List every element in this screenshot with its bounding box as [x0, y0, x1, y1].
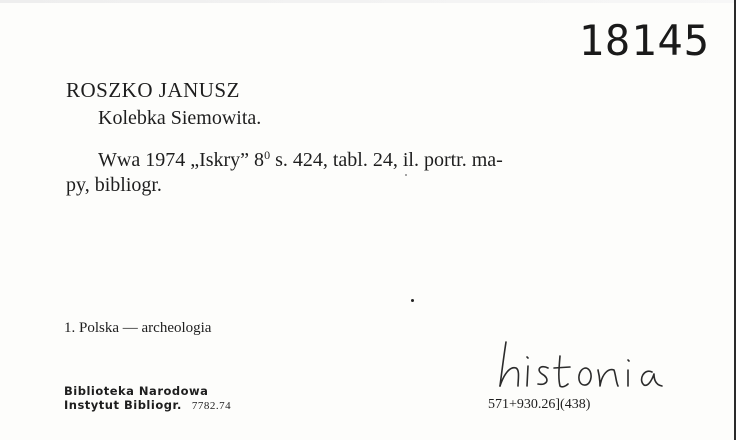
imprint-line-1-suffix: s. 424, tabl. 24, il. portr. ma- [270, 149, 503, 171]
institute-name: Instytut Bibliogr. [64, 398, 182, 412]
author-heading: ROSZKO JANUSZ [66, 78, 240, 102]
classification-number: 571+930.26](438) [488, 397, 591, 412]
imprint-description [66, 143, 633, 198]
imprint-line-2: py, bibliogr. [66, 174, 162, 196]
accession-number: 18145 [578, 16, 710, 65]
imprint-line-1-prefix: Wwa 1974 „Iskry” 8 [98, 149, 265, 171]
format-superscript: 0 [264, 148, 271, 162]
library-institute [64, 398, 231, 413]
handwritten-annotation [490, 330, 690, 400]
library-stamp [64, 384, 231, 413]
library-code: 7782.74 [191, 400, 232, 412]
ink-speck [405, 174, 407, 176]
ink-speck [411, 299, 414, 302]
library-name: Biblioteka Narodowa [64, 384, 209, 398]
subject-heading: 1. Polska — archeologia [64, 320, 212, 336]
book-title: Kolebka Siemowita. [98, 107, 262, 129]
